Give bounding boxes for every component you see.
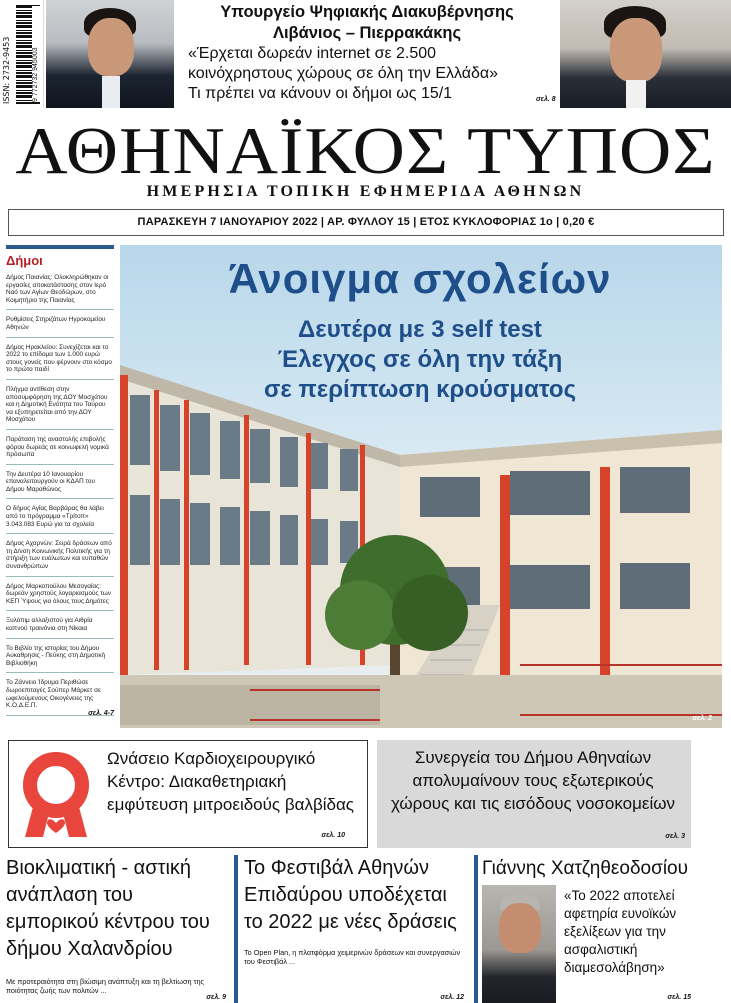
barcode <box>0 0 44 108</box>
festival-page-ref: σελ. 12 <box>440 994 464 1001</box>
sidebar-item[interactable]: Πλήγμα αντίθεση στην αποσυμφόρηση της ΔΟΥ Μοσχάτου και η Δημοτική Ενότητα του Ταύρου να εξυπηρετείται από την ΔΟΥ Μοσχάτου <box>6 386 114 430</box>
sidebar-item[interactable]: Δήμος Αχαρνών: Σειρά δράσεων από τη Δ/νση Κοινωνικής Πολιτικής για τη στήριξη των ευάλωτων και ευπαθών συνανθρώπων <box>6 540 114 576</box>
sidebar-item[interactable]: Ρυθμίσεις Στηριζάτων Ηγροκομείου Αθηνών <box>6 316 114 337</box>
top-headline-line1: Υπουργείο Ψηφιακής Διακυβέρνησης <box>220 3 514 21</box>
top-headline-line3: «Έρχεται δωρεάν internet σε 2.500 <box>188 45 437 62</box>
sidebar-item[interactable]: Δήμος Μαρκοπούλου Μεσογαίας: δωρεάν χρηστούς λογαριασμούς των ΚΕΠ Ύψους για όλους τους Δημότες <box>6 583 114 612</box>
interview-name: Γιάννης Χατζηθεοδοσίου <box>482 858 689 879</box>
dateline: ΠΑΡΑΣΚΕΥΗ 7 ΙΑΝΟΥΑΡΙΟΥ 2022 | ΑΡ. ΦΥΛΛΟΥ 15 | ΕΤΟΣ ΚΥΚΛΟΦΟΡΙΑΣ 1ο | 0,20 € <box>8 209 724 236</box>
onassis-story[interactable] <box>8 740 368 848</box>
disinfection-headline: Συνεργεία του Δήμου Αθηναίων απολυμαίνουν τους εξωτερικούς χώρους και τις εισόδους νοσοκομείων <box>390 748 676 813</box>
masthead-subtitle: ΗΜΕΡΗΣΙΑ ΤΟΠΙΚΗ ΕΦΗΜΕΡΙΔΑ ΑΘΗΝΩΝ <box>146 183 585 200</box>
hero-page-ref: σελ. 2 <box>692 715 712 722</box>
sidebar-item[interactable]: Ο δήμος Αγίας Βαρβάρας θα λάβει από το πρόγραμμα «Τρίτοπ» 3.043.083 Ευρώ για τα σχολεία <box>6 505 114 534</box>
sidebar-item[interactable]: Το Ζάννειο Ίδρυμα Περιθώσε δωροεπιταγές Σούπερ Μάρκετ σε ωφελούμενους Οικογένειες της Κ.Ο.Δ.Ε.Π. <box>6 679 114 715</box>
top-headline-line4: κοινόχρηστους χώρους σε όλη την Ελλάδα» <box>188 65 499 82</box>
hero-subtitle <box>140 315 700 405</box>
festival-headline: Το Φεστιβάλ Αθηνών Επιδαύρου υποδέχεται το 2022 με νέες δράσεις <box>244 857 457 933</box>
top-headline-line2: Λιβάνιος – Πιερρακάκης <box>272 24 462 42</box>
top-page-ref: σελ. 8 <box>536 96 556 103</box>
column-rule <box>234 855 238 1003</box>
interview-quote: «Το 2022 αποτελεί αφετηρία ευνοϊκών εξελίξεων για την ασφαλιστική διαμεσολάβηση» <box>564 888 677 975</box>
onassis-headline: Ωνάσειο Καρδιοχειρουργικό Κέντρο: Διακαθετηριακή εμφύτευση μιτροειδούς βαλβίδας <box>107 749 354 814</box>
onassis-page-ref: σελ. 10 <box>321 832 345 839</box>
halandri-summary: Με προτεραιότητα στη βιώσιμη ανάπτυξη και τη βελτίωση της ποιότητας ζωής των πολιτών ... <box>6 977 205 995</box>
hero-title: Άνοιγμα σχολείων <box>228 255 612 302</box>
sidebar-item[interactable]: Την Δευτέρα 10 Ιανουαρίου επαναλειτουργούν οι ΚΔΑΠ του Δήμου Μαραθώνος <box>6 471 114 500</box>
hero-story[interactable] <box>120 245 722 728</box>
halandri-page-ref: σελ. 9 <box>206 994 226 1001</box>
hero-line2: Έλεγχος σε όλη την τάξη <box>277 346 563 373</box>
issn-label: ISSN: 2732-9453 <box>2 36 11 104</box>
top-headline-line5: Τι πρέπει να κάνουν οι δήμοι ως 15/1 <box>188 85 453 102</box>
hero-line1: Δευτέρα με 3 self test <box>298 316 542 343</box>
halandri-story[interactable] <box>6 855 228 1003</box>
onassis-heart-logo <box>21 751 91 839</box>
sidebar-item[interactable]: Το Βιβλίο της ιστορίας του Δήμου Αυκαθρησις - Πεύκης στη Δημοτική Βιβλιοθήκη <box>6 645 114 674</box>
sidebar-item[interactable]: Ξυλόπιμ αλλαξιστού για Αιθρία καπνού τραινόνια στη Νίκαια <box>6 617 114 638</box>
barcode-digits: 9 772732 945003 <box>32 6 42 102</box>
hero-line3: σε περίπτωση κρούσματος <box>263 376 577 403</box>
interview-story[interactable] <box>474 855 731 1003</box>
interview-page-ref: σελ. 15 <box>667 994 691 1001</box>
sidebar-item[interactable]: Δήμος Παιανίας: Ολοκληρώθηκαν οι εργασίες αποκατάστασης στον Ιερό Ναό των Αγίων Θεοδώρων, στο Κοιμητήριο της Παιανίας <box>6 274 114 310</box>
festival-story[interactable] <box>234 855 466 1003</box>
sidebar-municipalities <box>6 245 114 729</box>
disinfection-story[interactable] <box>377 740 691 848</box>
sidebar-rule <box>6 245 114 249</box>
sidebar-item[interactable]: Δήμος Ηρακλείου: Συνεχίζεται και το 2022 το επίδομα των 1.000 ευρώ στους γονείς που φέρνουν στο κόσμο το πρώτο παιδί <box>6 344 114 380</box>
sidebar-title: Δήμοι <box>6 253 43 268</box>
photo-livanios <box>46 0 174 108</box>
festival-summary: Το Open Plan, η πλατφόρμα χειμερινών δράσεων και συνεργασιών του Φεστιβάλ ... <box>244 948 461 966</box>
sidebar-item[interactable]: Παράταση της αναστολής επιβολής φόρου δωρεάς σε κοινωφελή νομικά πρόσωπα <box>6 436 114 465</box>
column-rule <box>474 855 478 1003</box>
disinfection-page-ref: σελ. 3 <box>665 833 685 840</box>
halandri-headline: Βιοκλιματική - αστική ανάπλαση του εμπορικού κέντρου του δήμου Χαλανδρίου <box>6 857 210 960</box>
photo-pierrakakis <box>560 0 731 108</box>
sidebar-page-ref: σελ. 4-7 <box>88 710 114 717</box>
top-headline[interactable] <box>176 2 558 104</box>
masthead-title: ΑΘΗΝΑΪΚΟΣ ΤΥΠΟΣ <box>15 114 716 188</box>
portrait-hatzitheodosiou <box>482 885 556 1003</box>
